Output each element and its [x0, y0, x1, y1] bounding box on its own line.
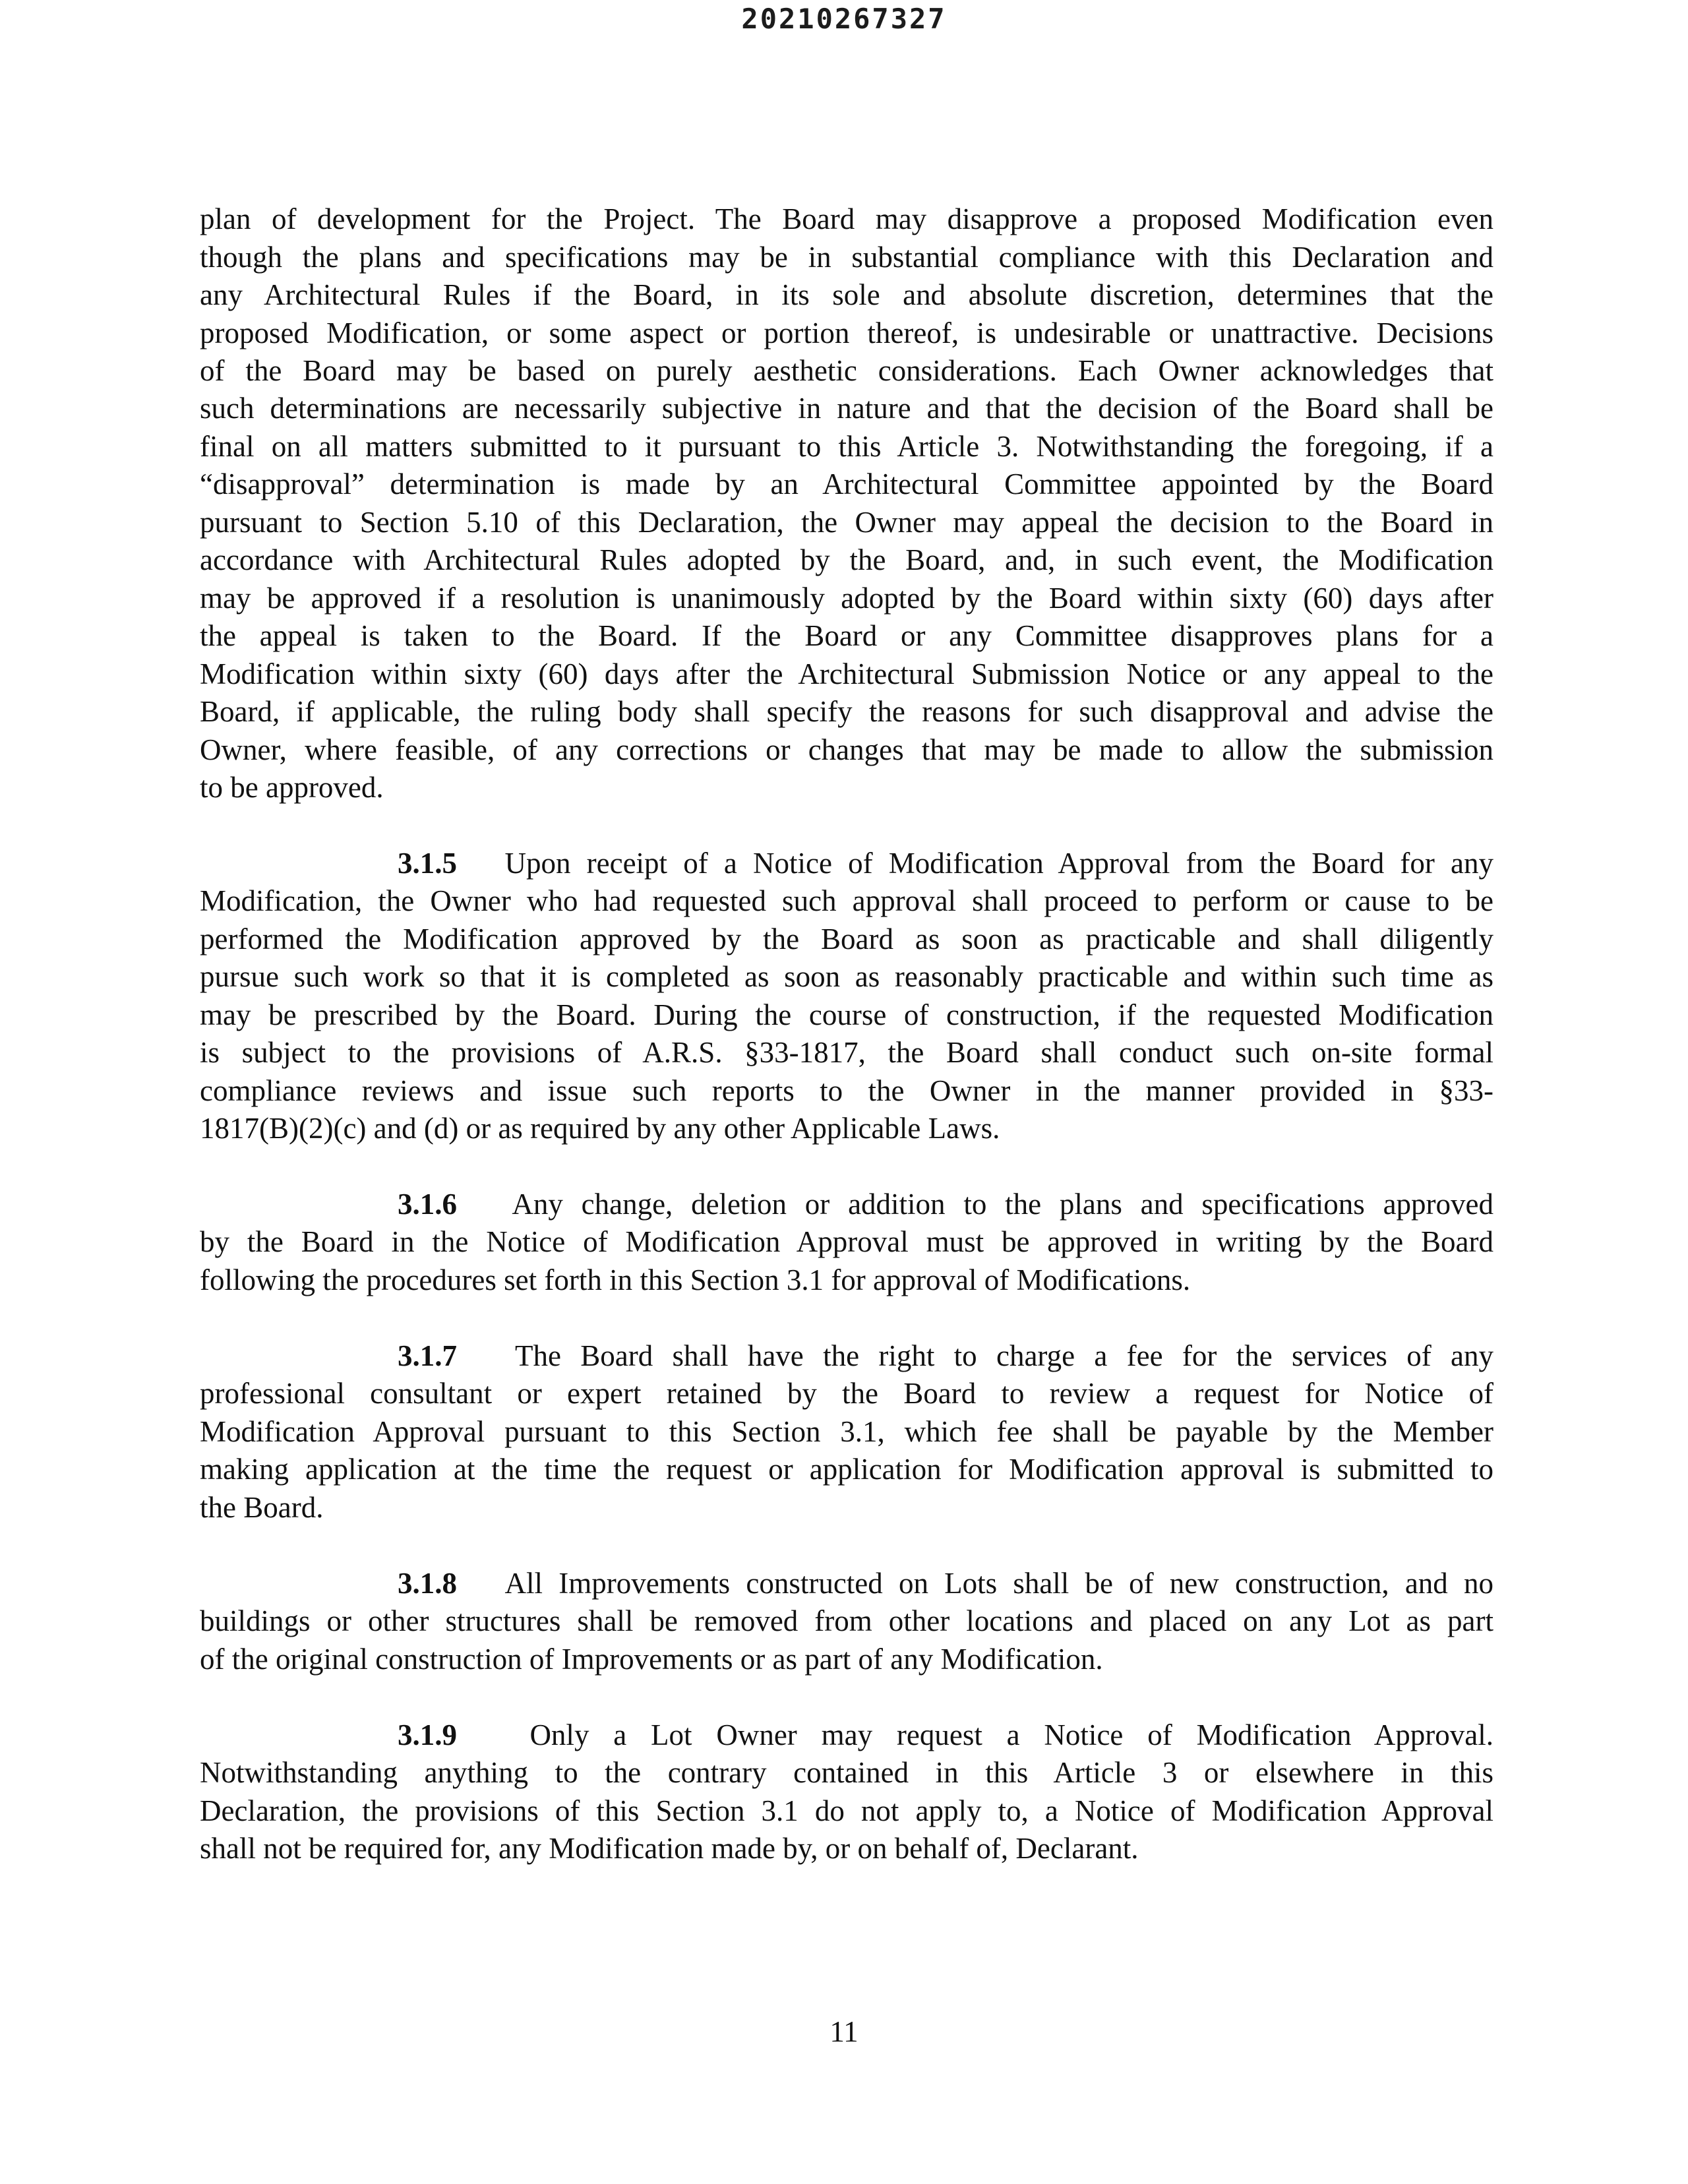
- paragraph-line: The Board shall have the right to charge a fee for the services of any: [514, 1339, 1494, 1372]
- paragraph-line: such determinations are necessarily subjective in nature and that the decision of the Board shall be: [200, 392, 1493, 425]
- paragraph-line: 1817(B)(2)(c) and (d) or as required by any other Applicable Laws.: [200, 1112, 1000, 1145]
- paragraph-line: professional consultant or expert retained by the Board to review a request for Notice of: [200, 1377, 1493, 1410]
- section-3-1-9-first-line: [398, 1716, 1493, 1754]
- paragraph-line: the Board.: [200, 1491, 324, 1524]
- paragraph-line: by the Board in the Notice of Modification Approval must be approved in writing by the Board: [200, 1225, 1493, 1258]
- section-3-1-8-first-line: [398, 1564, 1493, 1602]
- section-number: 3.1.6: [398, 1188, 457, 1221]
- paragraph-line: Notwithstanding anything to the contrary contained in this Article 3 or elsewhere in this: [200, 1756, 1493, 1789]
- paragraph-line: shall not be required for, any Modification made by, or on behalf of, Declarant.: [200, 1832, 1139, 1865]
- section-number: 3.1.8: [398, 1567, 457, 1600]
- paragraph-line: though the plans and specifications may be in substantial compliance with this Declaration and: [200, 241, 1493, 274]
- paragraph-line: Upon receipt of a Notice of Modification Approval from the Board for any: [504, 847, 1493, 880]
- paragraph-line: accordance with Architectural Rules adopted by the Board, and, in such event, the Modification: [200, 543, 1493, 576]
- paragraph-line: Modification Approval pursuant to this Section 3.1, which fee shall be payable by the Member: [200, 1415, 1493, 1448]
- recording-number: 20210267327: [741, 3, 947, 35]
- paragraph-line: All Improvements constructed on Lots shall be of new construction, and no: [504, 1567, 1493, 1600]
- paragraph-line: may be prescribed by the Board. During the course of construction, if the requested Modification: [200, 998, 1493, 1031]
- paragraph-line: pursue such work so that it is completed as soon as reasonably practicable and within such time as: [200, 960, 1493, 993]
- paragraph-line: to be approved.: [200, 771, 384, 804]
- paragraph-line: is subject to the provisions of A.R.S. §33-1817, the Board shall conduct such on-site formal: [200, 1036, 1493, 1069]
- paragraph-line: Declaration, the provisions of this Section 3.1 do not apply to, a Notice of Modification Approval: [200, 1794, 1493, 1827]
- paragraph-line: Board, if applicable, the ruling body shall specify the reasons for such disapproval and advise the: [200, 695, 1493, 728]
- paragraph-line: Any change, deletion or addition to the plans and specifications approved: [512, 1188, 1494, 1221]
- paragraph-line: plan of development for the Project. The Board may disapprove a proposed Modification even: [200, 202, 1493, 235]
- paragraph-line: Modification within sixty (60) days after the Architectural Submission Notice or any appeal to the: [200, 657, 1493, 690]
- paragraph-line: may be approved if a resolution is unanimously adopted by the Board within sixty (60) days after: [200, 582, 1493, 615]
- paragraph-line: making application at the time the request or application for Modification approval is submitted to: [200, 1453, 1493, 1486]
- paragraph-line: final on all matters submitted to it pursuant to this Article 3. Notwithstanding the foregoing, if a: [200, 430, 1493, 463]
- paragraph-line: performed the Modification approved by the Board as soon as practicable and shall diligently: [200, 923, 1493, 956]
- paragraph-line: following the procedures set forth in this Section 3.1 for approval of Modifications.: [200, 1263, 1191, 1296]
- section-3-1-5-first-line: [398, 844, 1493, 882]
- page-number: 11: [829, 2015, 859, 2048]
- paragraph-line: Modification, the Owner who had requested such approval shall proceed to perform or cause to be: [200, 884, 1493, 917]
- section-3-1-6-first-line: [398, 1185, 1493, 1223]
- section-3-1-7-first-line: [398, 1337, 1493, 1375]
- paragraph-line: Owner, where feasible, of any corrections or changes that may be made to allow the submission: [200, 733, 1493, 766]
- section-number: 3.1.9: [398, 1718, 457, 1751]
- paragraph-line: Only a Lot Owner may request a Notice of Modification Approval.: [529, 1718, 1493, 1751]
- paragraph-line: pursuant to Section 5.10 of this Declaration, the Owner may appeal the decision to the Board in: [200, 506, 1493, 539]
- paragraph-line: buildings or other structures shall be removed from other locations and placed on any Lot as part: [200, 1604, 1493, 1637]
- paragraph-line: any Architectural Rules if the Board, in its sole and absolute discretion, determines that the: [200, 278, 1493, 311]
- paragraph-line: of the original construction of Improvements or as part of any Modification.: [200, 1643, 1103, 1676]
- paragraph-line: proposed Modification, or some aspect or portion thereof, is undesirable or unattractive. Decisions: [200, 317, 1493, 349]
- paragraph-line: the appeal is taken to the Board. If the Board or any Committee disapproves plans for a: [200, 619, 1493, 652]
- paragraph-line: of the Board may be based on purely aesthetic considerations. Each Owner acknowledges that: [200, 354, 1493, 387]
- paragraph-line: “disapproval” determination is made by an Architectural Committee appointed by the Board: [200, 468, 1493, 501]
- section-number: 3.1.5: [398, 847, 457, 880]
- paragraph-line: compliance reviews and issue such reports to the Owner in the manner provided in §33-: [200, 1074, 1493, 1107]
- section-number: 3.1.7: [398, 1339, 457, 1372]
